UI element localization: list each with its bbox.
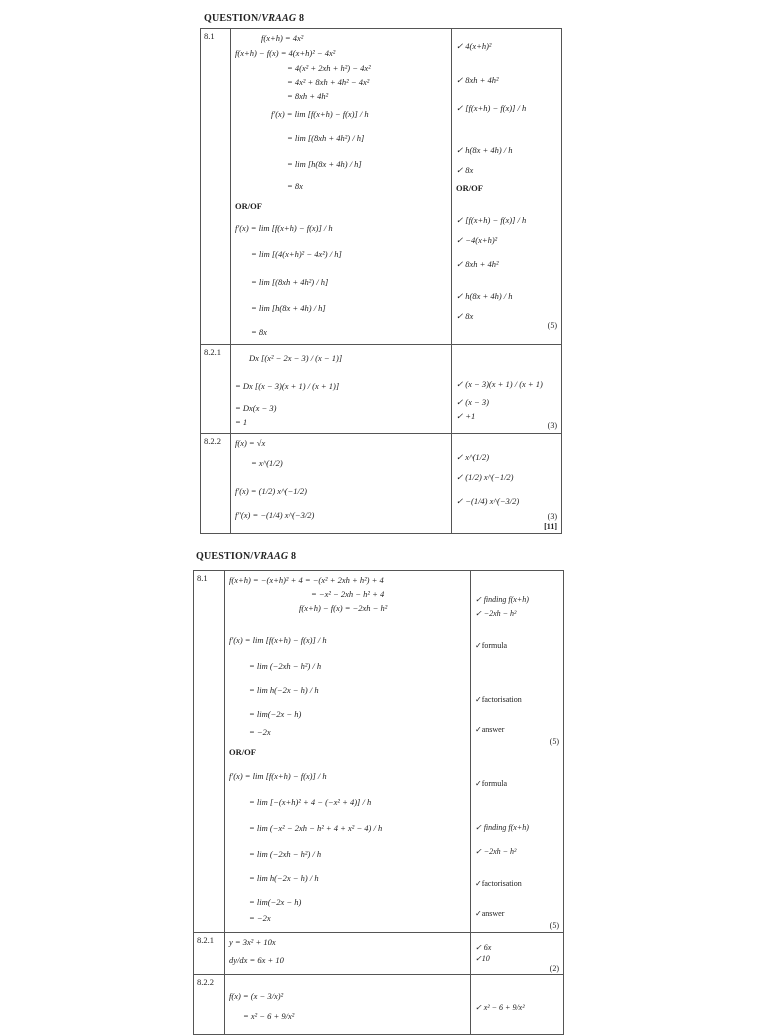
memo-a-heading-plain: QUESTION/ bbox=[204, 13, 262, 24]
step-line: = lim(−2x − h) bbox=[249, 897, 302, 907]
step-line: f′(x) = lim [f(x+h) − f(x)] / h bbox=[235, 223, 333, 233]
mark-item: ✓ h(8x + 4h) / h bbox=[456, 145, 513, 155]
step-line: = 4x² + 8xh + 4h² − 4x² bbox=[287, 77, 370, 87]
step-line: = lim [(8xh + 4h²) / h] bbox=[251, 277, 329, 287]
table-row bbox=[194, 975, 564, 1035]
step-line: = lim (−2xh − h²) / h bbox=[249, 849, 322, 859]
or-separator bbox=[235, 201, 262, 211]
marks-cell bbox=[452, 345, 562, 434]
step-line: = −2x bbox=[249, 727, 271, 737]
mark-item: ✓ +1 bbox=[456, 411, 476, 421]
grand-total: [11] bbox=[544, 522, 557, 531]
step-line: = Dx(x − 3) bbox=[235, 403, 277, 413]
step-line: y = 3x² + 10x bbox=[229, 937, 276, 947]
step-line: = lim (−x² − 2xh − h² + 4 + x² − 4) / h bbox=[249, 823, 383, 833]
step-line: = lim [(8xh + 4h²) / h] bbox=[287, 133, 365, 143]
mark-item: ✓ −(1/4) x^(−3/2) bbox=[456, 496, 520, 506]
step-line: f′(x) = (1/2) x^(−1/2) bbox=[235, 486, 307, 496]
step-line: f(x+h) = 4x² bbox=[261, 33, 304, 43]
working-cell bbox=[231, 434, 452, 534]
step-line: f′(x) = lim [f(x+h) − f(x)] / h bbox=[271, 109, 369, 119]
memo-b-table bbox=[193, 570, 564, 1035]
working-cell bbox=[231, 29, 452, 345]
mark-item: ✓ (1/2) x^(−1/2) bbox=[456, 472, 514, 482]
step-line: f′(x) = lim [f(x+h) − f(x)] / h bbox=[229, 635, 327, 645]
step-line: = 1 bbox=[235, 417, 248, 427]
step-line: f′(x) = lim [f(x+h) − f(x)] / h bbox=[229, 771, 327, 781]
mark-item: ✓formula bbox=[475, 779, 508, 788]
subtotal: (5) bbox=[549, 737, 559, 746]
memo-b-heading-num: 8 bbox=[288, 551, 297, 562]
question-number: 8.2.2 bbox=[194, 975, 225, 1035]
step-line: = −2x bbox=[249, 913, 271, 923]
or-label: OR/OF bbox=[235, 201, 262, 211]
step-line: = lim [h(8x + 4h) / h] bbox=[287, 159, 362, 169]
step-line: = x^(1/2) bbox=[251, 458, 283, 468]
mark-item: ✓factorisation bbox=[475, 879, 522, 888]
step-line: = x² − 6 + 9/x² bbox=[243, 1011, 295, 1021]
mark-item: ✓ (x − 3)(x + 1) / (x + 1) bbox=[456, 379, 543, 389]
question-number: 8.1 bbox=[201, 29, 231, 345]
mark-item: ✓answer bbox=[475, 725, 505, 734]
step-line: f(x+h) − f(x) = −2xh − h² bbox=[299, 603, 388, 613]
mark-item: ✓ −2xh − h² bbox=[475, 847, 517, 856]
mark-item: ✓10 bbox=[475, 954, 490, 963]
marks-cell bbox=[471, 933, 564, 975]
mark-item: ✓factorisation bbox=[475, 695, 522, 704]
working-cell bbox=[225, 571, 471, 933]
mark-item: ✓ (x − 3) bbox=[456, 397, 489, 407]
mark-item: ✓ x² − 6 + 9/x² bbox=[475, 1003, 525, 1012]
working-cell bbox=[225, 975, 471, 1035]
memo-a-heading bbox=[204, 13, 304, 24]
step-line: = 4(x² + 2xh + h²) − 4x² bbox=[287, 63, 371, 73]
table-row bbox=[201, 29, 562, 345]
table-row bbox=[194, 571, 564, 933]
question-number: 8.1 bbox=[194, 571, 225, 933]
step-line: f(x) = (x − 3/x)² bbox=[229, 991, 284, 1001]
mark-item: ✓answer bbox=[475, 909, 505, 918]
step-line: = −x² − 2xh − h² + 4 bbox=[311, 589, 385, 599]
mark-item: ✓ 8x bbox=[456, 165, 474, 175]
memo-b-heading-italic: VRAAG bbox=[253, 551, 289, 562]
mark-item: ✓ 8xh + 4h² bbox=[456, 75, 499, 85]
mark-item: ✓ [f(x+h) − f(x)] / h bbox=[456, 215, 527, 225]
subtotal: (3) bbox=[547, 512, 557, 521]
table-row bbox=[201, 345, 562, 434]
marks-cell bbox=[471, 571, 564, 933]
memo-a-heading-num: 8 bbox=[296, 13, 305, 24]
subtotal: (5) bbox=[547, 321, 557, 330]
question-number: 8.2.1 bbox=[194, 933, 225, 975]
mark-item: ✓ finding f(x+h) bbox=[475, 595, 529, 604]
mark-item: ✓ −2xh − h² bbox=[475, 609, 517, 618]
or-label: OR/OF bbox=[456, 183, 483, 193]
mark-item: ✓ 6x bbox=[475, 943, 492, 952]
mark-item: ✓ x^(1/2) bbox=[456, 452, 490, 462]
step-line: Dx [(x² − 2x − 3) / (x − 1)] bbox=[249, 353, 343, 363]
step-line: = lim h(−2x − h) / h bbox=[249, 873, 319, 883]
step-line: = Dx [(x − 3)(x + 1) / (x + 1)] bbox=[235, 381, 340, 391]
subtotal: (2) bbox=[549, 964, 559, 973]
step-line: f(x) = √x bbox=[235, 438, 266, 448]
memo-b-heading bbox=[196, 551, 296, 562]
step-line: = 8x bbox=[251, 327, 267, 337]
mark-item: ✓ [f(x+h) − f(x)] / h bbox=[456, 103, 527, 113]
memo-a-heading-italic: VRAAG bbox=[261, 13, 297, 24]
marks-cell bbox=[452, 29, 562, 345]
step-line: = lim [(4(x+h)² − 4x²) / h] bbox=[251, 249, 342, 259]
step-line: = lim h(−2x − h) / h bbox=[249, 685, 319, 695]
mark-item: ✓ 4(x+h)² bbox=[456, 41, 492, 51]
table-row bbox=[201, 434, 562, 534]
marks-cell bbox=[471, 975, 564, 1035]
step-line: = 8x bbox=[287, 181, 303, 191]
memo-a-table bbox=[200, 28, 562, 534]
step-line: f(x+h) − f(x) = 4(x+h)² − 4x² bbox=[235, 48, 336, 58]
step-line: = lim [h(8x + 4h) / h] bbox=[251, 303, 326, 313]
step-line: = 8xh + 4h² bbox=[287, 91, 329, 101]
mark-item: ✓formula bbox=[475, 641, 508, 650]
memo-b-heading-plain: QUESTION/ bbox=[196, 551, 254, 562]
or-separator bbox=[456, 183, 483, 193]
table-row bbox=[194, 933, 564, 975]
or-label: OR/OF bbox=[229, 747, 256, 757]
subtotal: (5) bbox=[549, 921, 559, 930]
mark-item: ✓ 8x bbox=[456, 311, 474, 321]
step-line: = lim (−2xh − h²) / h bbox=[249, 661, 322, 671]
step-line: dy/dx = 6x + 10 bbox=[229, 955, 284, 965]
question-number: 8.2.2 bbox=[201, 434, 231, 534]
step-line: = lim(−2x − h) bbox=[249, 709, 302, 719]
marks-cell bbox=[452, 434, 562, 534]
or-separator bbox=[229, 747, 256, 757]
mark-item: ✓ 8xh + 4h² bbox=[456, 259, 499, 269]
step-line: f″(x) = −(1/4) x^(−3/2) bbox=[235, 510, 315, 520]
working-cell bbox=[231, 345, 452, 434]
mark-item: ✓ finding f(x+h) bbox=[475, 823, 529, 832]
subtotal: (3) bbox=[547, 421, 557, 430]
step-line: f(x+h) = −(x+h)² + 4 = −(x² + 2xh + h²) + 4 bbox=[229, 575, 384, 585]
mark-item: ✓ h(8x + 4h) / h bbox=[456, 291, 513, 301]
mark-item: ✓ −4(x+h)² bbox=[456, 235, 498, 245]
question-number: 8.2.1 bbox=[201, 345, 231, 434]
working-cell bbox=[225, 933, 471, 975]
step-line: = lim [−(x+h)² + 4 − (−x² + 4)] / h bbox=[249, 797, 372, 807]
